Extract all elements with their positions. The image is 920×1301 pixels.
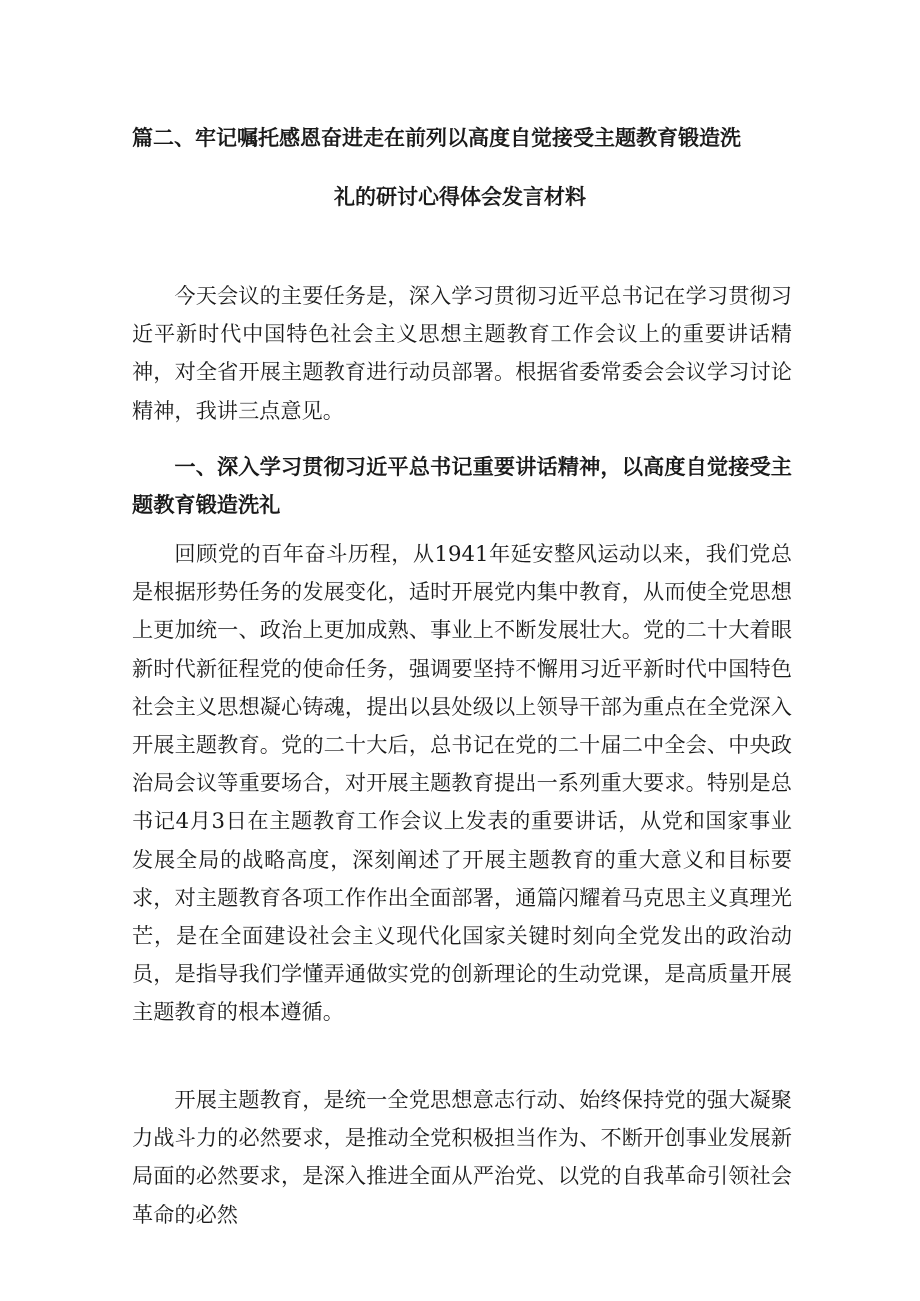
paragraph-significance: 开展主题教育，是统一全党思想意志行动、始终保持党的强大凝聚力战斗力的必然要求，是推动全党积极担当作为、不断开创事业发展新局面的必然要求，是深入推进全面从严治党、以党的自我革命引领社会革命的必然 bbox=[132, 1087, 792, 1227]
section-heading-1: 一、深入学习贯彻习近平总书记重要讲话精神，以高度自觉接受主题教育锻造洗礼 bbox=[132, 454, 792, 518]
document-title-line-1: 篇二、牢记嘱托感恩奋进走在前列以高度自觉接受主题教育锻造洗 bbox=[132, 126, 741, 150]
document-title-line-2: 礼的研讨心得体会发言材料 bbox=[334, 185, 586, 209]
paragraph-history: 回顾党的百年奋斗历程，从1941年延安整风运动以来，我们党总是根据形势任务的发展变化，适时开展党内集中教育，从而使全党思想上更加统一、政治上更加成熟、事业上不断发展壮大。党的二十大着眼新时代新征程党的使命任务，强调要坚持不懈用习近平新时代中国特色社会主义思想凝心铸魂，提出以县处级以上领导干部为重点在全党深入开展主题教育。党的二十大后，总书记在党的二十届二中全会、中央政治局会议等重要场合，对开展主题教育提出一系列重大要求。特别是总书记4月3日在主题教育工作会议上发表的重要讲话，从党和国家事业发展全局的战略高度，深刻阐述了开展主题教育的重大意义和目标要求，对主题教育各项工作作出全面部署，通篇闪耀着马克思主义真理光芒，是在全面建设社会主义现代化国家关键时刻向全党发出的政治动员，是指导我们学懂弄通做实党的创新理论的生动党课，是高质量开展主题教育的根本遵循。 bbox=[132, 541, 792, 1025]
paragraph-intro: 今天会议的主要任务是，深入学习贯彻习近平总书记在学习贯彻习近平新时代中国特色社会主义思想主题教育工作会议上的重要讲话精神，对全省开展主题教育进行动员部署。根据省委常委会会议学习讨论精神，我讲三点意见。 bbox=[132, 283, 792, 423]
